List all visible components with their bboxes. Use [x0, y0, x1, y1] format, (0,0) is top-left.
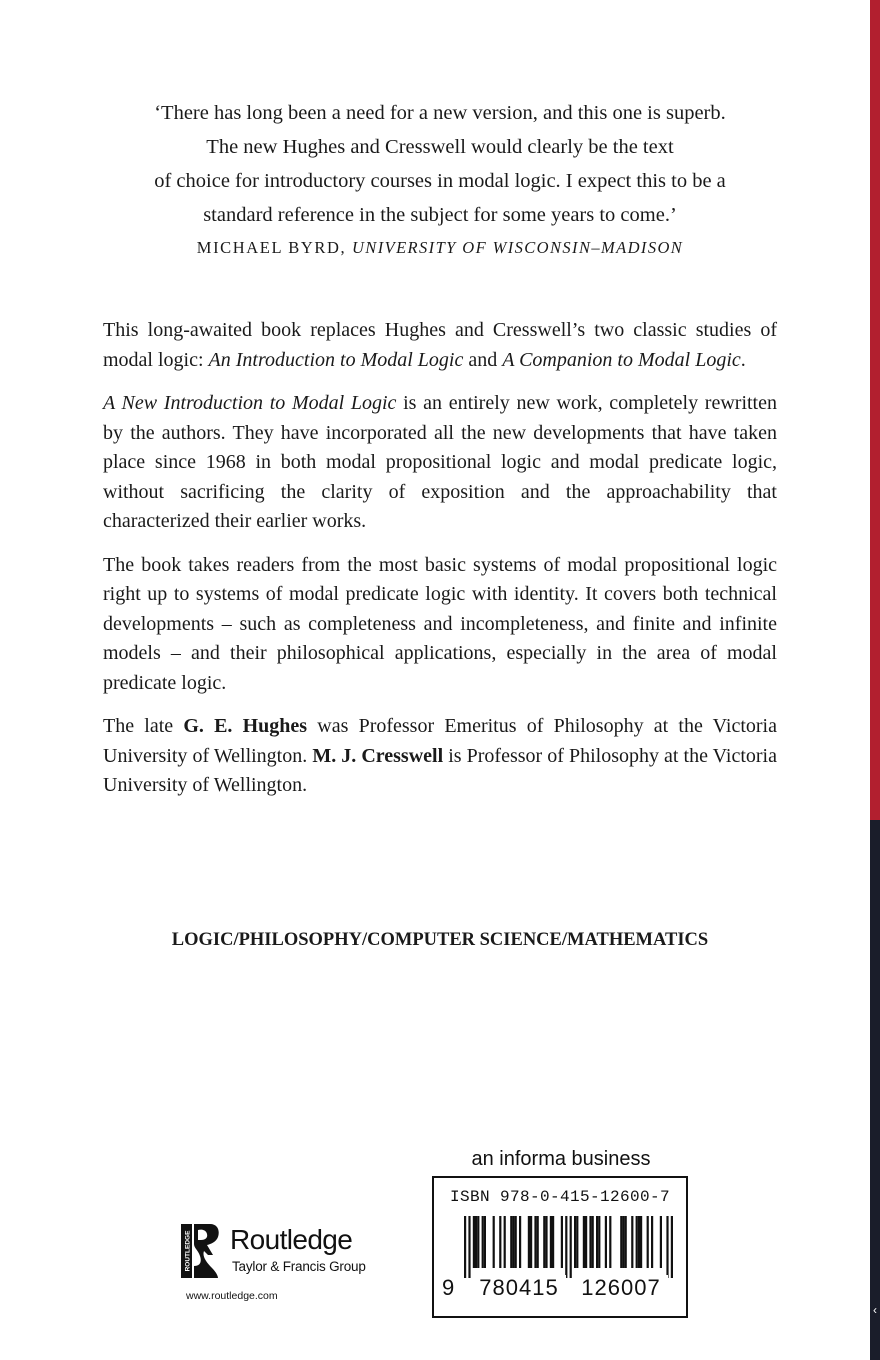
- description-paragraph-3: The book takes readers from the most basic systems of modal propositional logic right up to systems of modal predicate logic with identity. It covers both technical developments – such as completeness and incompleteness, and finite and infinite models – and their philosophical applications, especially in the area of modal predicate logic.: [103, 553, 777, 694]
- barcode-bar: [545, 1216, 547, 1268]
- ean-first-digit: 9: [442, 1275, 455, 1300]
- barcode-bar: [510, 1216, 512, 1268]
- barcode-bar: [464, 1216, 466, 1278]
- barcode-bar: [552, 1216, 554, 1268]
- text-run: and: [463, 348, 503, 371]
- text-run: is Professor of Philosophy at the Victoria University of Wellington.: [103, 744, 777, 796]
- text-run: This long-awaited book replaces Hughes and Cresswell’s two classic studies of modal logic:: [103, 319, 777, 371]
- text-run: was Professor Emeritus of Philosophy at the Victoria University of Wellington.: [103, 715, 777, 767]
- barcode-bar: [620, 1216, 622, 1268]
- barcode-bar: [537, 1216, 539, 1268]
- barcode-bar: [592, 1216, 594, 1268]
- publisher-group: Taylor & Francis Group: [232, 1259, 366, 1274]
- description-paragraph-1: [103, 316, 777, 375]
- informa-tagline: an informa business: [471, 1148, 651, 1170]
- barcode-bar: [589, 1216, 591, 1268]
- barcode-bar: [605, 1216, 607, 1268]
- barcode-bar: [574, 1216, 576, 1268]
- book-title: A Companion to Modal Logic: [502, 348, 741, 371]
- barcode-bar: [625, 1216, 627, 1268]
- barcode-bar: [530, 1216, 532, 1268]
- isbn-barcode: [432, 1176, 688, 1318]
- spine-edge: [870, 0, 880, 1360]
- barcode-bars: [442, 1216, 678, 1278]
- author-name: M. J. Cresswell: [312, 744, 444, 767]
- text-run: is an entirely new work, completely rewritten by the authors. They have incorporated all the new developments that have taken place since 1968 in both modal propositional logic and modal predicate logic, without sacrificing the clarity of exposition and the approachability that characterized their earlier works.: [103, 392, 777, 532]
- barcode-bar: [473, 1216, 475, 1268]
- barcode-bar: [468, 1216, 470, 1278]
- description-paragraph-2: [103, 389, 777, 537]
- barcode-bar: [561, 1216, 563, 1268]
- isbn-label: ISBN 978-0-415-12600-7: [449, 1188, 671, 1206]
- author-bio: [103, 712, 777, 801]
- barcode-bar: [484, 1216, 486, 1268]
- book-description: [103, 316, 777, 815]
- quote-line: ‘There has long been a need for a new version, and this one is superb.: [154, 102, 726, 124]
- barcode-bar: [477, 1216, 479, 1268]
- spine-mark-icon: ‹: [873, 1303, 877, 1317]
- barcode-bar: [651, 1216, 653, 1268]
- quote-line: standard reference in the subject for some years to come.’: [203, 204, 677, 226]
- endorsement-quote: [100, 96, 780, 232]
- barcode-bar: [647, 1216, 649, 1268]
- barcode-bar: [640, 1216, 642, 1268]
- author-name: G. E. Hughes: [183, 715, 308, 737]
- text-run: The late: [103, 715, 184, 737]
- book-title: An Introduction to Modal Logic: [208, 348, 464, 371]
- barcode-bar: [570, 1216, 572, 1278]
- quote-affiliation: UNIVERSITY OF WISCONSIN–MADISON: [351, 238, 684, 257]
- barcode-bar: [660, 1216, 662, 1268]
- quote-attribution: [100, 238, 780, 258]
- barcode-bar: [576, 1216, 578, 1268]
- barcode-bar: [528, 1216, 530, 1268]
- barcode-bar: [515, 1216, 517, 1268]
- barcode-bar: [666, 1216, 668, 1278]
- barcode-bar: [493, 1216, 495, 1268]
- publisher-name: Routledge: [230, 1224, 353, 1255]
- quote-line: of choice for introductory courses in modal logic. I expect this to be a: [154, 170, 726, 192]
- routledge-logo-icon: [180, 1222, 224, 1280]
- barcode-bar: [671, 1216, 673, 1278]
- barcode-bar: [583, 1216, 585, 1268]
- barcode-bar: [585, 1216, 587, 1268]
- subject-categories: LOGIC/PHILOSOPHY/COMPUTER SCIENCE/MATHEMATICS: [171, 930, 709, 950]
- publisher-url[interactable]: www.routledge.com: [186, 1290, 278, 1302]
- barcode-bar: [499, 1216, 501, 1268]
- barcode-bar: [638, 1216, 640, 1268]
- barcode-bar: [609, 1216, 611, 1268]
- barcode-bar: [519, 1216, 521, 1268]
- publisher-block: [180, 1222, 400, 1322]
- quote-author: MICHAEL BYRD,: [196, 238, 347, 257]
- book-title: A New Introduction to Modal Logic: [103, 392, 397, 414]
- barcode-bar: [475, 1216, 477, 1268]
- barcode-bar: [596, 1216, 598, 1268]
- text-run: .: [740, 348, 746, 371]
- barcode-bar: [543, 1216, 545, 1268]
- barcode-bar: [550, 1216, 552, 1268]
- barcode-bar: [598, 1216, 600, 1268]
- barcode-bar: [512, 1216, 514, 1268]
- quote-line: The new Hughes and Cresswell would clearly be the text: [206, 136, 674, 158]
- barcode-bar: [631, 1216, 633, 1268]
- ean-left-group: 780415: [472, 1275, 566, 1301]
- ean-right-group: 126007: [574, 1275, 668, 1301]
- barcode-bar: [534, 1216, 536, 1268]
- barcode-bar: [636, 1216, 638, 1268]
- barcode-bar: [504, 1216, 506, 1268]
- logo-wordmark: ROUTLEDGE: [184, 1230, 192, 1272]
- barcode-bar: [565, 1216, 567, 1278]
- barcode-bar: [482, 1216, 484, 1268]
- barcode-bar: [622, 1216, 624, 1268]
